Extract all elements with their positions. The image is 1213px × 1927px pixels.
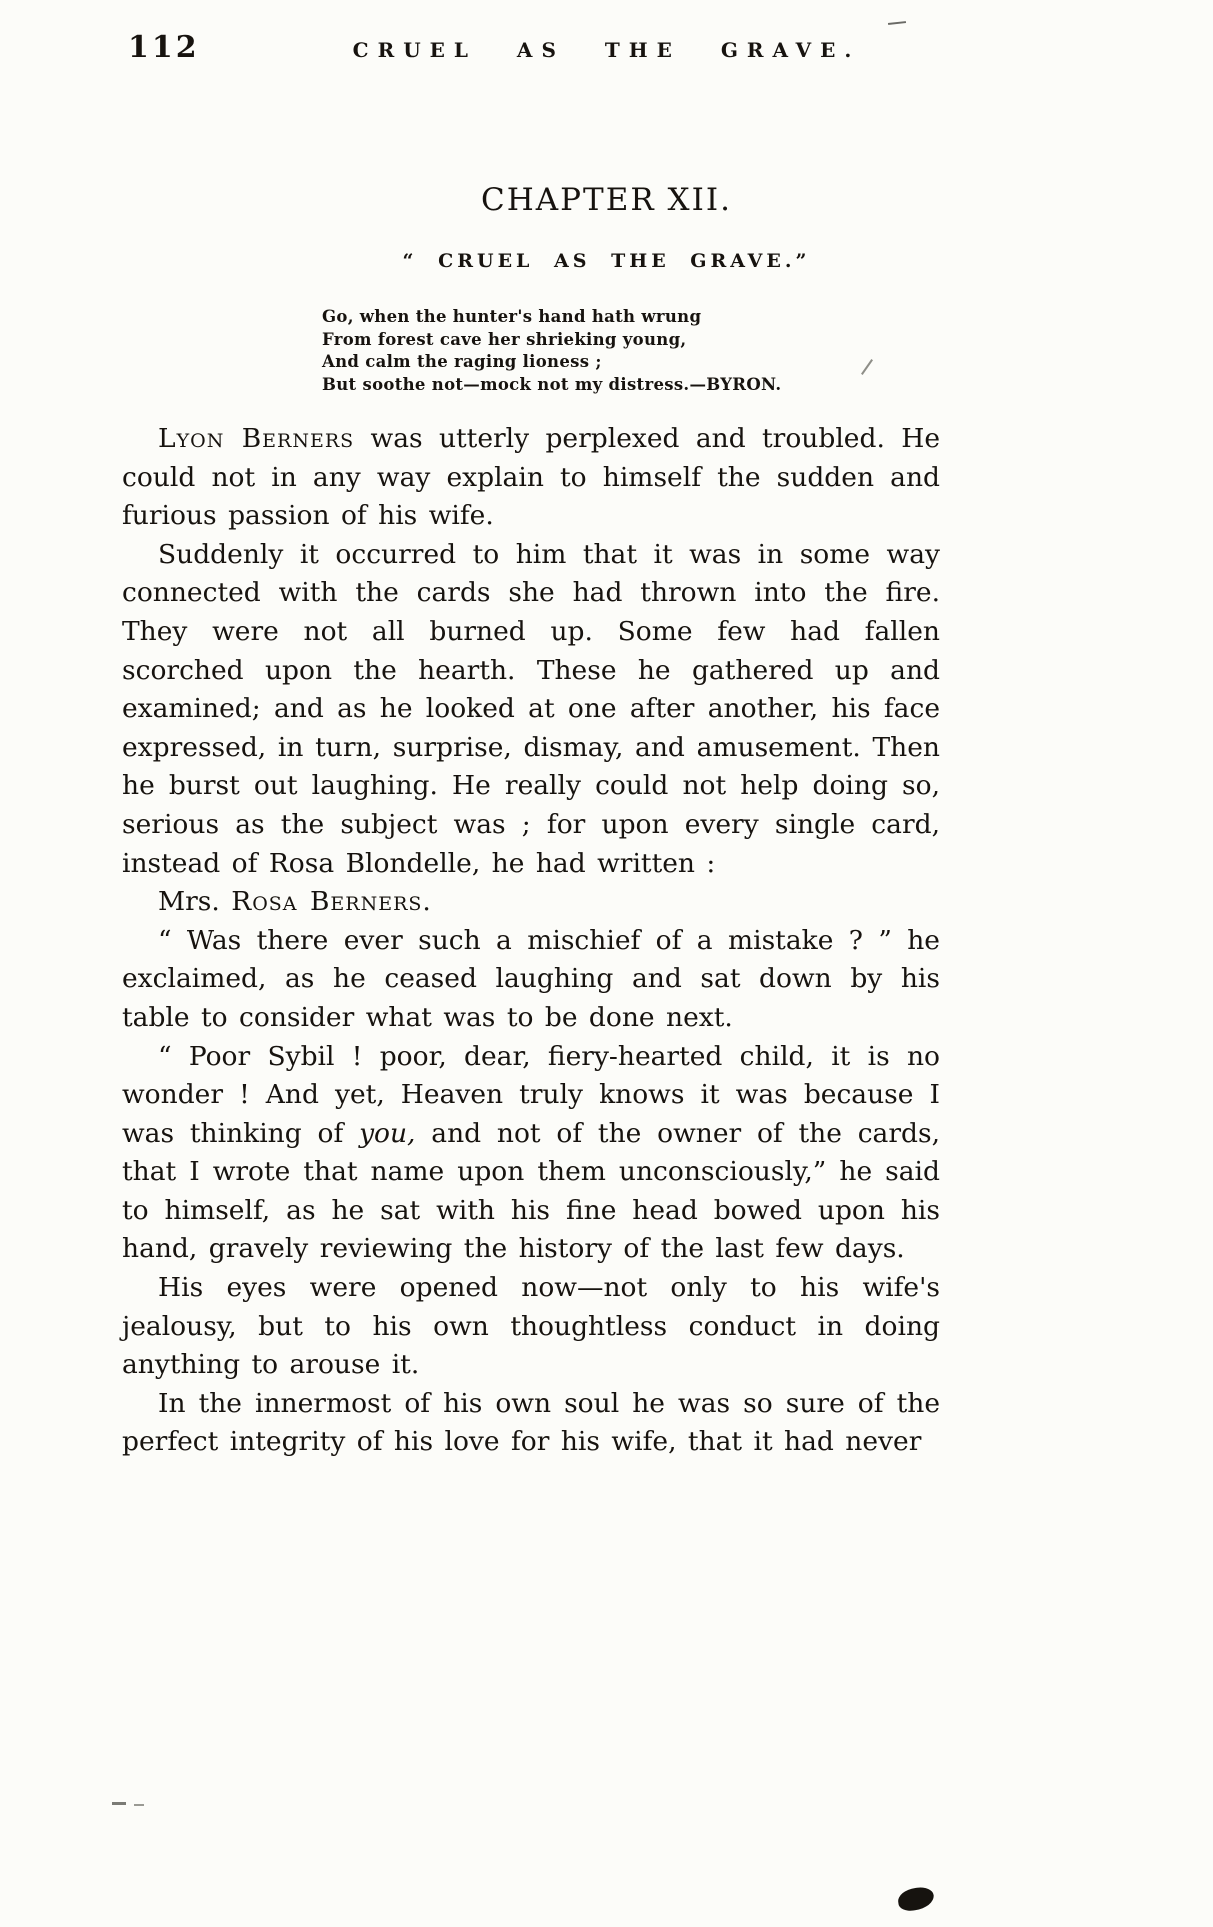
epigraph	[322, 306, 781, 396]
paragraph-5-post: and not of the owner of the cards, that I wrote that name upon them unconsciously,” he said to himself, as he sat with his fine head bowed upon his hand, gravely reviewing the history of the last few days.	[122, 1117, 941, 1265]
page-number: 112	[128, 30, 200, 65]
paragraph-4: “ Was there ever such a mischief of a mistake ? ” he exclaimed, as he ceased laughing and sat down by his table to consider what was to be done next.	[122, 924, 940, 1033]
running-header: CRUEL AS THE GRAVE.	[352, 38, 861, 62]
paragraph-1-text: was utterly perplexed and troubled. He could not in any way explain to himself the sudden and furious passion of his wife.	[122, 423, 941, 532]
paragraph-5-pre: “ Poor Sybil ! poor, dear, fiery-hearted child, it is no wonder ! And yet, Heaven truly knows it was because I was thinking of	[122, 1040, 940, 1149]
paragraph-7: In the innermost of his own soul he was so sure of the perfect integrity of his love for his wife, that it had never	[122, 1387, 940, 1458]
paragraph-6: His eyes were opened now—not only to his wife's jealousy, but to his own thoughtless conduct in doing anything to arouse it.	[122, 1272, 940, 1381]
scan-artifact-bottom-dash-2	[134, 1804, 144, 1806]
epigraph-line-4: But soothe not—mock not my distress.—BYRON.	[322, 374, 782, 394]
paragraph-5-emphasis: you,	[359, 1117, 416, 1149]
epigraph-line-3: And calm the raging lioness ;	[322, 352, 602, 371]
paragraph-3	[122, 883, 940, 922]
paragraph-3-prefix: Mrs.	[158, 886, 232, 918]
scan-artifact-bottom-dash	[112, 1802, 126, 1805]
paragraph-5	[122, 1038, 940, 1270]
epigraph-line-1: Go, when the hunter's hand hath wrung	[322, 307, 702, 326]
body-text	[122, 420, 940, 1462]
chapter-title: CHAPTER XII.	[481, 182, 732, 218]
scan-artifact-top-tick	[888, 21, 906, 25]
epigraph-line-2: From forest cave her shrieking young,	[322, 329, 687, 349]
paragraph-1	[122, 420, 940, 536]
scan-artifact-right-slash	[861, 359, 873, 375]
paragraph-2: Suddenly it occurred to him that it was in some way connected with the cards she had thrown into the fire. They were not all burned up. Some few had fallen scorched upon the hearth. These he gathered up and examined; and as he looked at one after another, his face expressed, in turn, surprise, dismay, and amusement. Then he burst out laughing. He really could not help doing so, serious as the subject was ; for upon every single card, instead of Rosa Blondelle, he had written :	[122, 538, 940, 879]
character-name-lead: Lyon Berners	[158, 423, 355, 454]
scan-artifact-ink-smudge	[897, 1886, 936, 1913]
character-name-written: Rosa Berners.	[231, 886, 432, 918]
chapter-subtitle: “ CRUEL AS THE GRAVE.”	[402, 250, 811, 272]
